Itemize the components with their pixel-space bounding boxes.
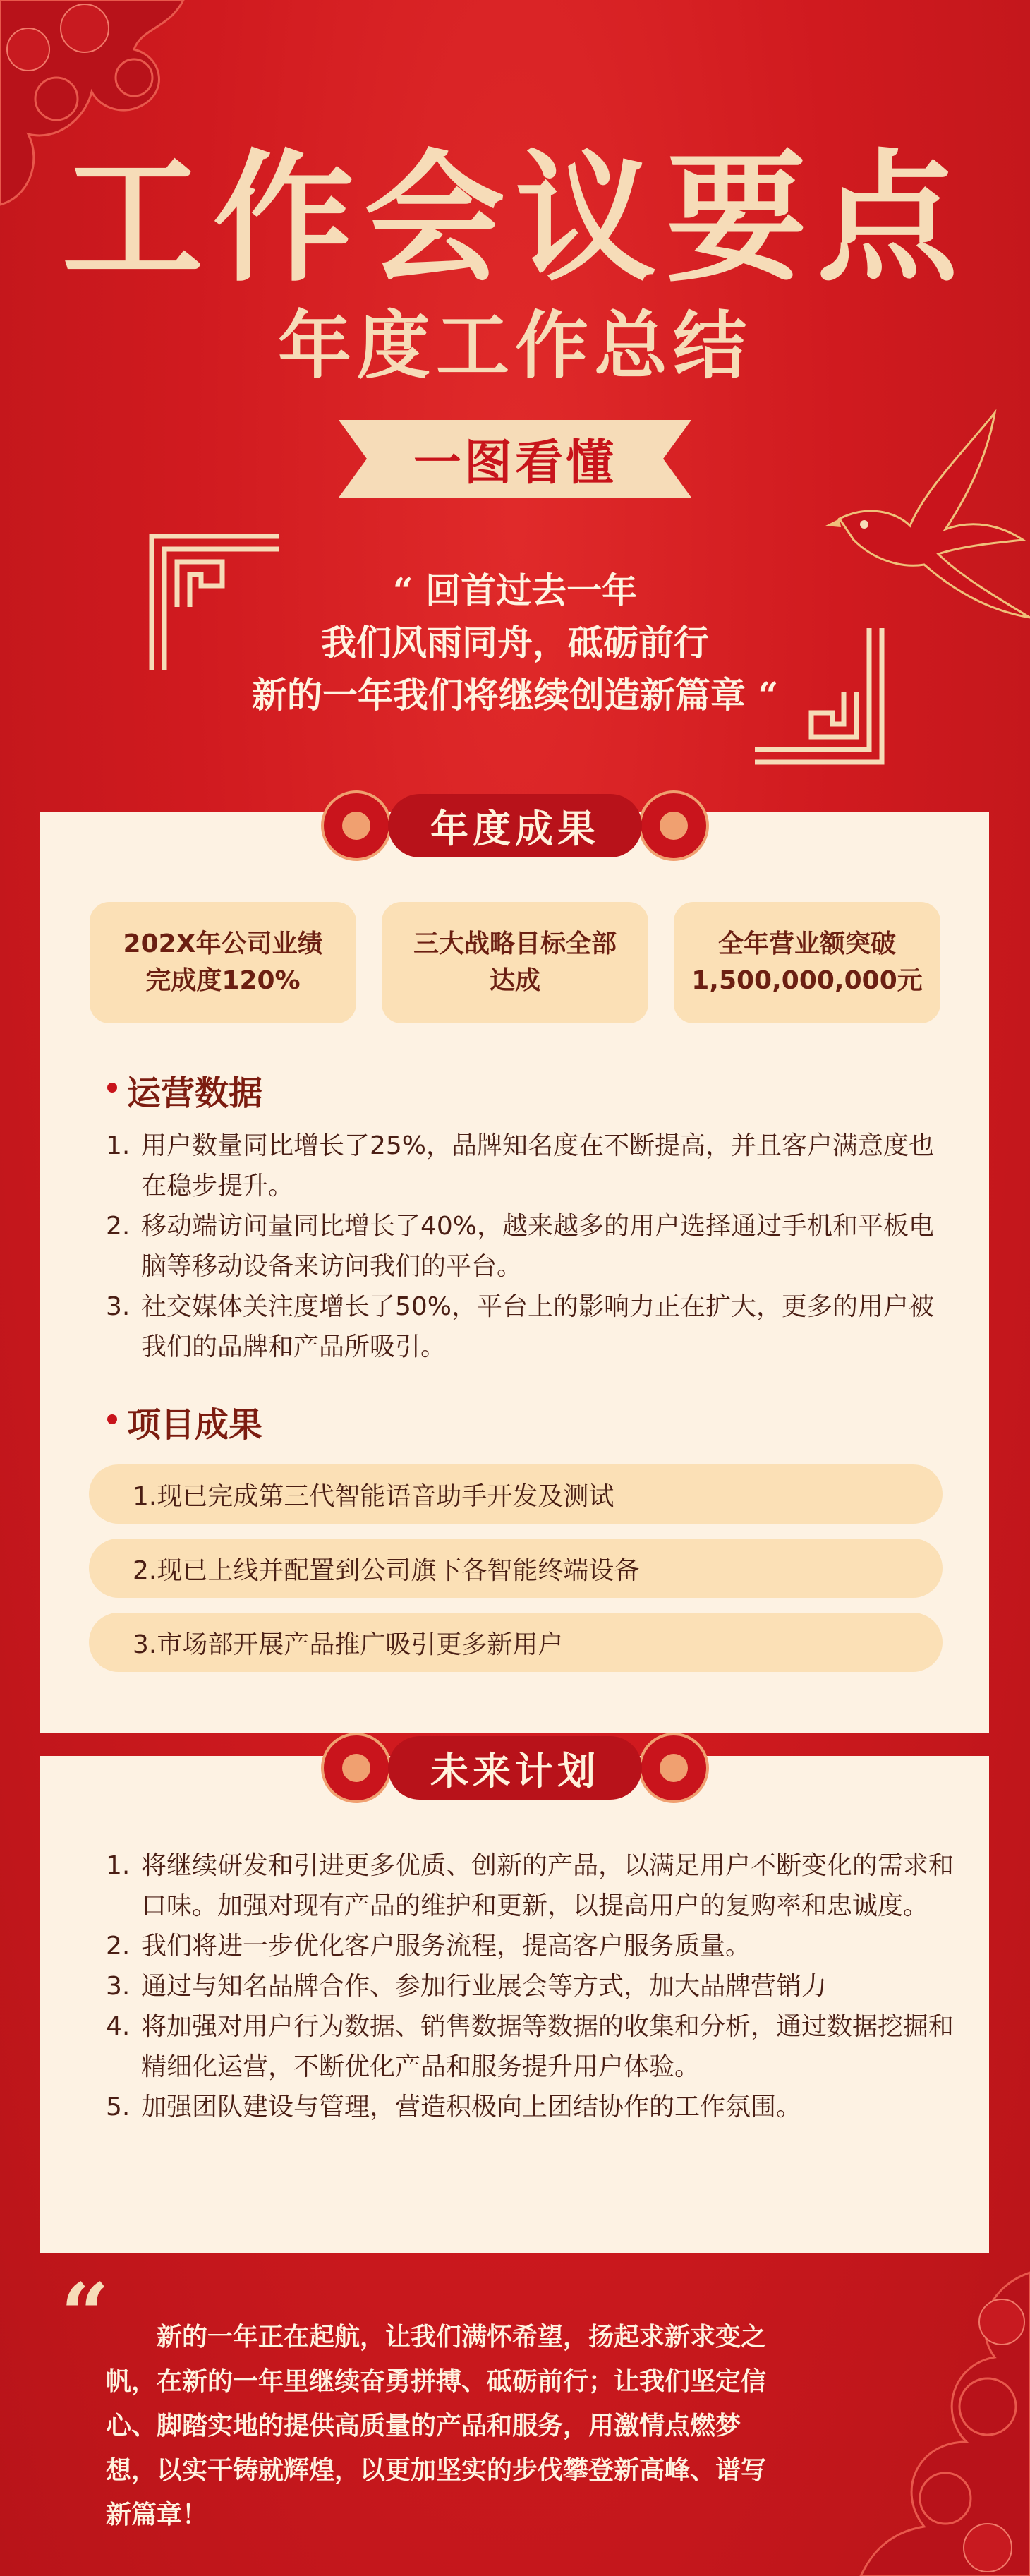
stat-line: 1,500,000,000元 [691,966,923,995]
section-badge [317,780,713,872]
quote-line: “ 回首过去一年 [392,570,638,611]
stat-card [90,902,356,1023]
stat-line: 达成 [489,966,540,995]
projects-heading: 项目成果 [127,1405,263,1445]
stat-line: 三大战略目标全部 [413,929,617,958]
list-item: 2. 移动端访问量同比增长了40%，越来越多的用户选择通过手机和平板电脑等移动设备来访问我们的平台。 [106,1212,935,1281]
stat-line: 202X年公司业绩 [123,929,323,958]
page-title: 工作会议要点 [61,136,968,301]
project-item: 3.市场部开展产品推广吸引更多新用户 [89,1613,943,1672]
operations-list [106,1126,959,1367]
page-subtitle: 年度工作总结 [277,302,752,389]
list-item: 3. 通过与知名品牌合作、参加行业展会等方式，加大品牌营销力 [106,1972,828,2001]
quote-line: 新的一年我们将继续创造新篇章 “ [251,674,779,716]
stat-line: 完成度120% [145,966,301,995]
quote-mark: “ [61,2265,110,2364]
stat-card [674,902,940,1023]
list-item: 5. 加强团队建设与管理，营造积极向上团结协作的工作氛围。 [106,2093,802,2121]
section-title: 未来计划 [430,1747,600,1793]
future-list [106,1846,959,2127]
stat-line: 全年营业额突破 [717,929,896,958]
list-item: 2. 我们将进一步优化客户服务流程，提高客户服务质量。 [106,1932,751,1961]
section-title: 年度成果 [430,805,600,851]
list-item: 1. 用户数量同比增长了25%，品牌知名度在不断提高，并且客户满意度也在稳步提升。 [106,1131,935,1200]
list-item: 1. 将继续研发和引进更多优质、创新的产品，以满足用户不断变化的需求和口味。加强对现有产品的维护和更新，以提高用户的复购率和忠诚度。 [106,1851,955,1920]
intro-quote [0,565,1030,721]
stat-card [382,902,648,1023]
project-item: 1.现已完成第三代智能语音助手开发及测试 [89,1464,943,1524]
ribbon-banner [339,420,691,498]
cloud-ornament-icon [776,2244,1030,2576]
project-item: 2.现已上线并配置到公司旗下各智能终端设备 [89,1539,943,1598]
closing-paragraph: 新的一年正在起航，让我们满怀希望，扬起求新求变之帆，在新的一年里继续奋勇拼搏、砥砺前行；让我们坚定信心、脚踏实地的提供高质量的产品和服务，用激情点燃梦想，以实干铸就辉煌，以更加坚实的步伐攀登新高峰、谱写新篇章！ [106,2322,767,2529]
list-item: 4. 将加强对用户行为数据、销售数据等数据的收集和分析，通过数据挖掘和精细化运营，不断优化产品和服务提升用户体验。 [106,2012,955,2081]
quote-line: 我们风雨同舟，砥砺前行 [321,622,709,663]
section-badge [317,1722,713,1814]
bullet-icon [107,1414,117,1424]
list-item: 3. 社交媒体关注度增长了50%，平台上的影响力正在扩大，更多的用户被我们的品牌和产品所吸引。 [106,1292,935,1361]
bullet-icon [107,1083,117,1093]
ribbon-label: 一图看懂 [413,434,617,491]
operations-heading: 运营数据 [127,1073,263,1113]
